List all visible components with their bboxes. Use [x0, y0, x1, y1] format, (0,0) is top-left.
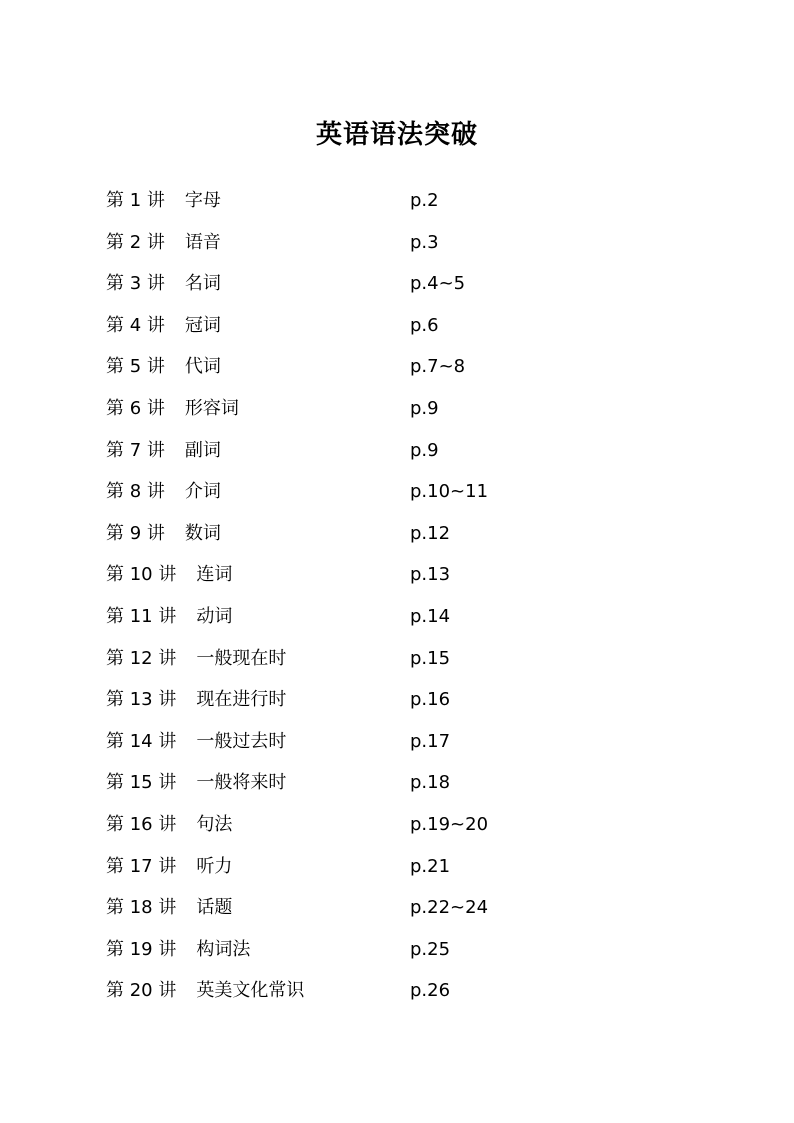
lecture-number: 第 7 讲: [106, 439, 165, 461]
lecture-topic: 一般现在时: [196, 647, 287, 669]
lecture-topic: 句法: [196, 813, 233, 835]
lecture-number: 第 19 讲: [106, 938, 177, 960]
lecture-topic: 名词: [184, 273, 221, 295]
lecture-topic: 一般将来时: [196, 772, 287, 794]
page-reference: p.2: [410, 190, 439, 211]
table-of-contents: [106, 180, 666, 1012]
lecture-number: 第 16 讲: [106, 813, 177, 835]
toc-entry-14: [106, 721, 666, 763]
page-reference: p.12: [410, 522, 451, 544]
toc-entry-6: [106, 388, 666, 430]
lecture-topic: 数词: [184, 522, 221, 544]
lecture-number: 第 8 讲: [106, 481, 165, 503]
toc-entry-16: [106, 804, 666, 846]
page-reference: p.6: [410, 314, 439, 336]
page-title: 英语语法突破: [315, 120, 478, 151]
page-reference: p.9: [410, 439, 439, 461]
lecture-number: 第 10 讲: [106, 564, 177, 586]
page-reference: p.22~24: [410, 897, 489, 919]
lecture-topic: 代词: [184, 356, 221, 378]
toc-entry-19: [106, 929, 666, 971]
page-reference: p.26: [410, 980, 451, 1002]
toc-entry-3: [106, 263, 666, 305]
lecture-topic: 话题: [196, 897, 233, 919]
page-reference: p.16: [410, 689, 451, 711]
toc-entry-8: [106, 471, 666, 513]
lecture-topic: 英美文化常识: [196, 980, 305, 1002]
toc-entry-17: [106, 846, 666, 888]
toc-entry-10: [106, 554, 666, 596]
toc-entry-11: [106, 596, 666, 638]
toc-entry-13: [106, 679, 666, 721]
page-reference: p.13: [410, 564, 451, 586]
lecture-number: 第 4 讲: [106, 314, 165, 336]
lecture-number: 第 14 讲: [106, 730, 177, 752]
page-reference: p.15: [410, 647, 451, 669]
toc-entry-18: [106, 887, 666, 929]
lecture-topic: 字母: [184, 190, 221, 211]
toc-entry-12: [106, 638, 666, 680]
lecture-number: 第 11 讲: [106, 605, 177, 627]
page-reference: p.3: [410, 231, 439, 253]
toc-entry-20: [106, 970, 666, 1012]
page-reference: p.9: [410, 397, 439, 419]
lecture-topic: 构词法: [196, 938, 251, 960]
lecture-number: 第 18 讲: [106, 897, 177, 919]
lecture-topic: 语音: [184, 231, 221, 253]
page-reference: p.19~20: [410, 813, 489, 835]
lecture-number: 第 9 讲: [106, 522, 165, 544]
toc-entry-15: [106, 762, 666, 804]
toc-entry-2: [106, 222, 666, 264]
toc-entry-7: [106, 430, 666, 472]
toc-entry-5: [106, 346, 666, 388]
lecture-number: 第 5 讲: [106, 356, 165, 378]
page-reference: p.18: [410, 772, 451, 794]
lecture-number: 第 6 讲: [106, 397, 165, 419]
lecture-number: 第 1 讲: [106, 190, 165, 211]
lecture-topic: 现在进行时: [196, 689, 287, 711]
lecture-number: 第 3 讲: [106, 273, 165, 295]
lecture-topic: 形容词: [184, 397, 239, 419]
page-reference: p.25: [410, 938, 451, 960]
lecture-topic: 听力: [196, 855, 233, 877]
lecture-topic: 动词: [196, 605, 233, 627]
page-reference: p.4~5: [410, 273, 466, 295]
lecture-topic: 一般过去时: [196, 730, 287, 752]
lecture-number: 第 13 讲: [106, 689, 177, 711]
lecture-number: 第 2 讲: [106, 231, 165, 253]
toc-entry-4: [106, 305, 666, 347]
lecture-number: 第 15 讲: [106, 772, 177, 794]
toc-entry-1: [106, 180, 666, 222]
lecture-number: 第 17 讲: [106, 855, 177, 877]
page-reference: p.17: [410, 730, 451, 752]
lecture-topic: 副词: [184, 439, 221, 461]
page-reference: p.10~11: [410, 481, 489, 503]
toc-entry-9: [106, 513, 666, 555]
lecture-number: 第 20 讲: [106, 980, 177, 1002]
lecture-number: 第 12 讲: [106, 647, 177, 669]
page-reference: p.7~8: [410, 356, 466, 378]
lecture-topic: 冠词: [184, 314, 221, 336]
lecture-topic: 连词: [196, 564, 233, 586]
page-reference: p.14: [410, 605, 451, 627]
lecture-topic: 介词: [184, 481, 221, 503]
page-reference: p.21: [410, 855, 451, 877]
